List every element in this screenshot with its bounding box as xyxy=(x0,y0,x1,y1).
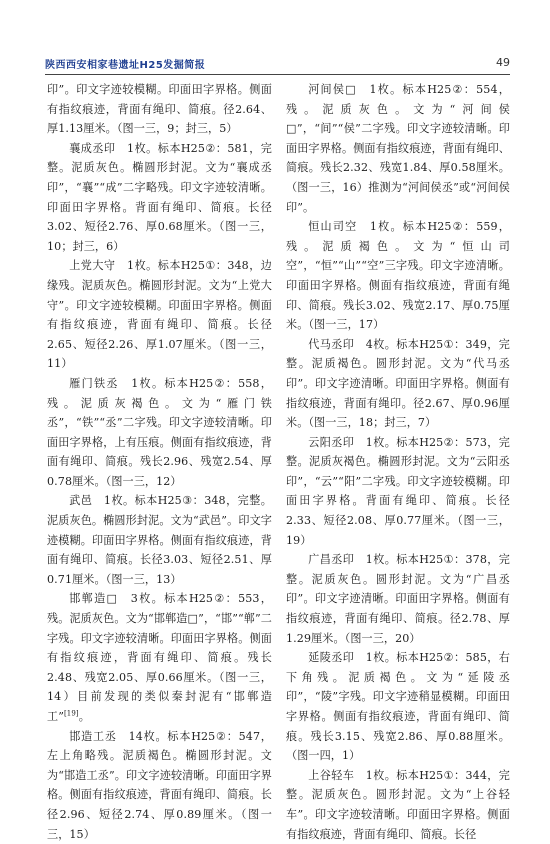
paragraph: 武邑 1枚。标本H25③：348，完整。泥质灰色。椭圆形封泥。文为“武邑”。印文字迹模糊。印面田字界格。侧面有指纹痕迹，背面有绳印、简痕。长径3.03、短径2.51、厚0.71厘米。（图一三，13） xyxy=(47,494,272,586)
running-header xyxy=(45,56,510,75)
paragraph: 雁门铁丞 1枚。标本H25②：558，残。泥质灰褐色。文为“雁门铁丞”，“铁”“丞”二字残。印文字迹较清晰。印面田字界格，上有压痕。侧面有指纹痕迹，背面有绳印、简痕。残长2.96、残宽2.54、厚0.78厘米。（图一三，12） xyxy=(47,376,272,488)
page-number: 49 xyxy=(496,56,510,69)
paragraph: 襄成丞印 1枚。标本H25②：581，完整。泥质灰色。椭圆形封泥。文为“襄成丞印”，“襄”“成”二字略残。印文字迹较清晰。印面田字界格。背面有绳印、简痕。长径3.02、短径2.76、厚0.68厘米。（图一三，10；封三，6） xyxy=(47,141,272,253)
paragraph: 上党大守 1枚。标本H25①：348，边缘残。泥质灰色。椭圆形封泥。文为“上党大守”。印文字迹较模糊。印面田字界格。侧面有指纹痕迹，背面有绳印、简痕。长径2.65、短径2.26、厚1.07厘米。（图一三，11） xyxy=(47,259,272,371)
paragraph: 代马丞印 4枚。标本H25①：349，完整。泥质褐色。圆形封泥。文为“代马丞印”。印文字迹清晰。印面田字界格。侧面有指纹痕迹，背面有绳印。径2.67、厚0.96厘米。（图一三，18；封三，7） xyxy=(286,337,510,430)
citation-marker[interactable]: [19] xyxy=(63,709,79,718)
paragraph: 广昌丞印 1枚。标本H25①：378，完整。泥质灰色。圆形封泥。文为“广昌丞印”。印文字迹清晰。印面田字界格。侧面有指纹痕迹，背面有绳印、简痕。径2.78、厚1.29厘米。（图一三，20） xyxy=(286,553,510,645)
paragraph: 邯造工丞 14枚。标本H25②：547，左上角略残。泥质褐色。椭圆形封泥。文为“邯造工丞”。印文字迹较清晰。印面田字界格。侧面有指纹痕迹，背面有绳印、简痕。长径2.96、短径2.74、厚0.89厘米。（图一三，15） xyxy=(47,729,272,841)
right-text-column xyxy=(286,80,510,844)
paragraph: 河间侯□ 1枚。标本H25②：554，残。泥质灰色。文为“河间侯□”，“间”“侯”二字残。印文字迹较清晰。印面田字界格。侧面有指纹痕迹，背面有绳印、简痕。残长2.32、残宽1.84、厚0.58厘米。（图一三，16）推测为“河间侯丞”或“河间侯印”。 xyxy=(286,83,510,214)
paragraph-text: 邯郸造□ 3枚。标本H25②：553，残。泥质灰色。文为“邯郸造□”，“邯”“郸”二字残。印文字迹较清晰。印面田字界格。侧面有指纹痕迹，背面有绳印、简痕。残长2.48、残宽2.05、厚0.66厘米。（图一三，14）目前发现的类似秦封泥有“邯郸造工” xyxy=(47,592,272,723)
paragraph: 延陵丞印 1枚。标本H25②：585，右下角残。泥质褐色。文为“延陵丞印”，“陵”字残。印文字迹稍显模糊。印面田字界格。侧面有指纹痕迹，背面有绳印、简痕。残长3.15、残宽2.86、厚0.88厘米。（图一四，1） xyxy=(286,651,510,763)
paragraph: 印”。印文字迹较模糊。印面田字界格。侧面有指纹痕迹，背面有绳印、简痕。径2.64、厚1.13厘米。（图一三，9；封三，5） xyxy=(47,83,272,136)
paragraph xyxy=(47,589,272,726)
paragraph: 恒山司空 1枚。标本H25②：559，残。泥质褐色。文为“恒山司空”，“恒”“山”“空”三字残。印文字迹清晰。印面田字界格。侧面有指纹痕迹，背面有绳印、简痕。残长3.02、残宽2.17、厚0.75厘米。（图一三，17） xyxy=(286,220,510,332)
paragraph: 上谷轻车 1枚。标本H25①：344，完整。泥质灰色。圆形封泥。文为“上谷轻车”。印文字迹较清晰。印面田字界格。侧面有指纹痕迹，背面有绳印、简痕。长径 xyxy=(286,768,510,841)
paragraph: 云阳丞印 1枚。标本H25②：573，完整。泥质灰褐色。椭圆形封泥。文为“云阳丞印”，“云”“阳”二字残。印文字迹较模糊。印面田字界格。背面有绳印、简痕。长径2.33、短径2.08、厚0.77厘米。（图一三，19） xyxy=(286,435,510,547)
journal-running-title: 陕西西安相家巷遗址H25发掘简报 xyxy=(45,60,206,71)
paragraph-tail: 。 xyxy=(78,710,90,723)
left-text-column xyxy=(47,80,272,844)
